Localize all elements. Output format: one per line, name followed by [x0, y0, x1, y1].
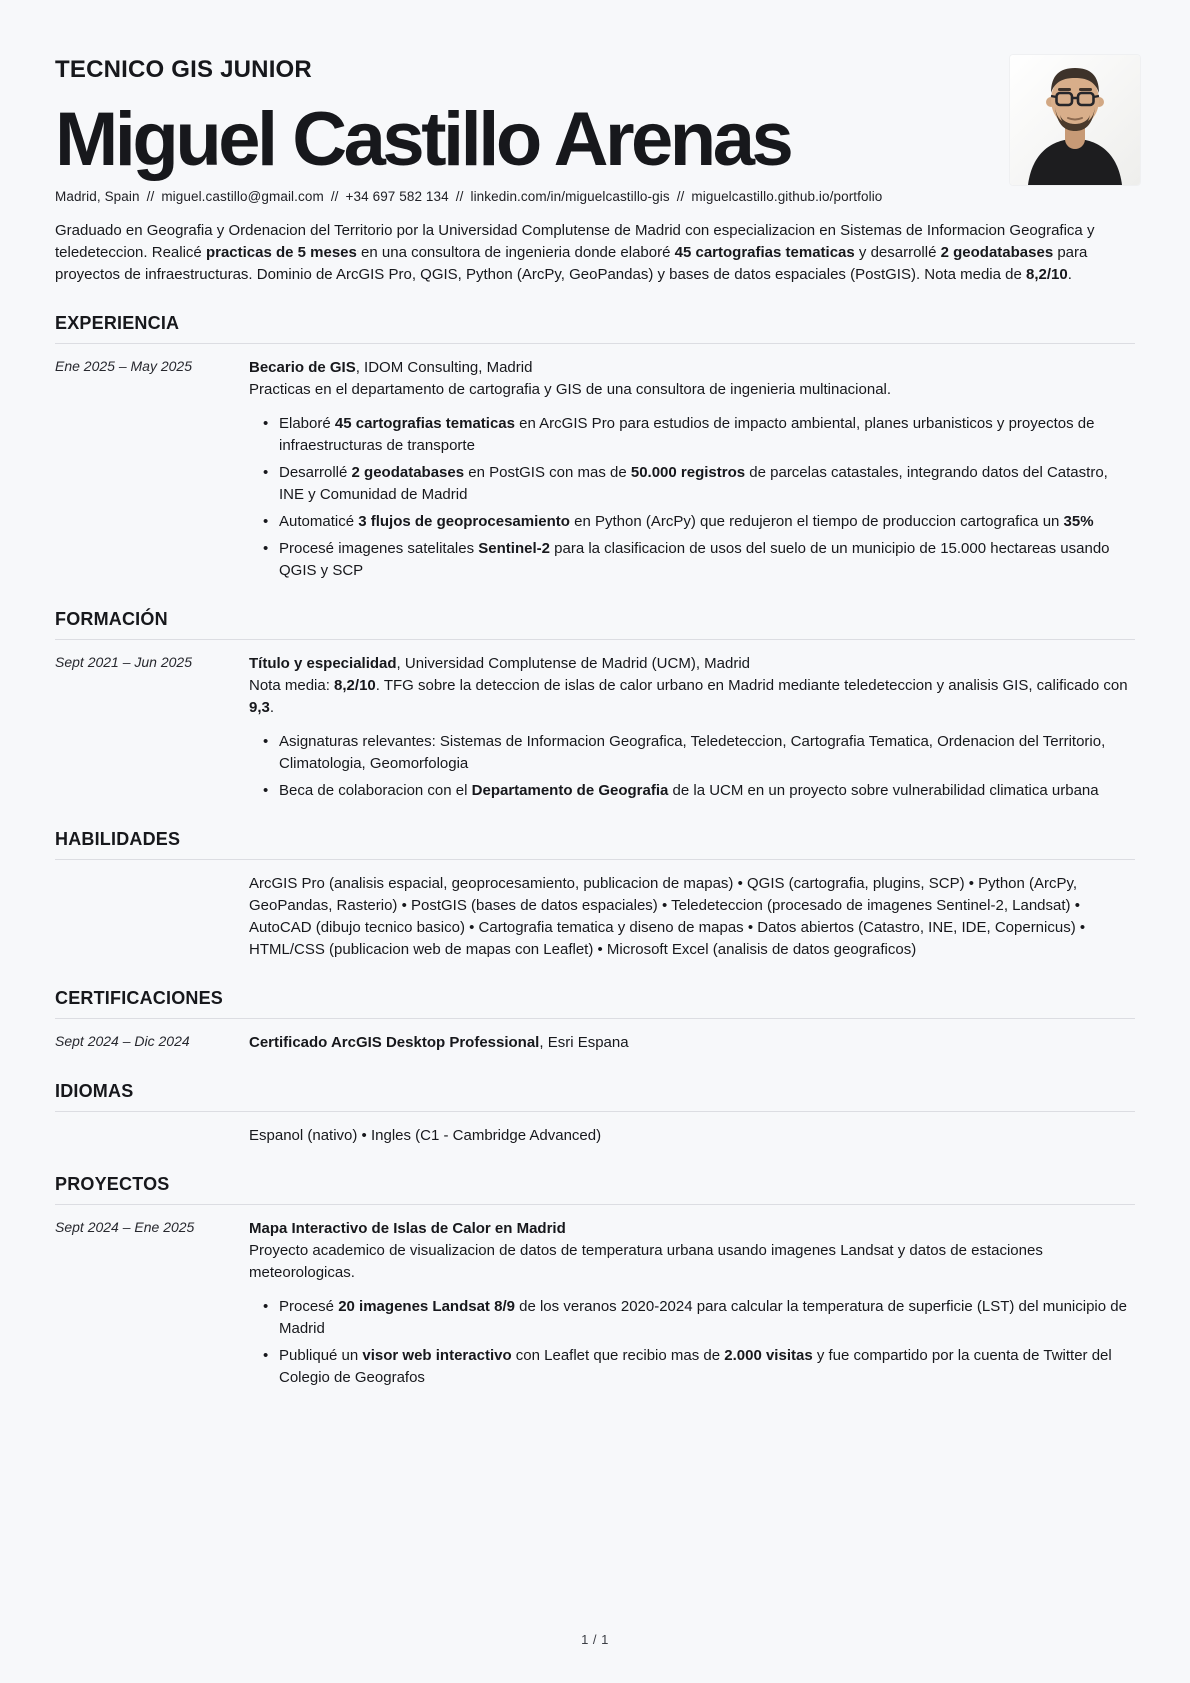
- section-divider: [55, 639, 1135, 640]
- page-indicator: 1 / 1: [581, 1632, 609, 1647]
- section-entry: [55, 357, 1135, 582]
- entry-date: [55, 1125, 249, 1147]
- entry-heading: Certificado ArcGIS Desktop Professional, Esri Espana: [249, 1034, 629, 1052]
- section-entry: [55, 653, 1135, 802]
- profile-photo: [1010, 55, 1140, 185]
- resume-section: [55, 829, 1135, 961]
- bullet-item: • Asignaturas relevantes: Sistemas de Informacion Geografica, Teledeteccion, Cartografia Tematica, Ordenacion del Territorio, Climatologia, Geomorfologia: [279, 731, 1135, 775]
- section-entry: [55, 873, 1135, 961]
- profile-photo-illustration: [1010, 55, 1140, 185]
- bullet-item: • Elaboré 45 cartografias tematicas en ArcGIS Pro para estudios de impacto ambiental, planes urbanisticos y proyectos de infraestructuras de transporte: [279, 413, 1135, 457]
- entry-content: [249, 873, 1135, 961]
- section-title: EXPERIENCIA: [55, 313, 180, 334]
- bullet-list: [249, 731, 1135, 802]
- section-title: HABILIDADES: [55, 829, 181, 850]
- bullet-item: • Desarrollé 2 geodatabases en PostGIS con mas de 50.000 registros de parcelas catastales, integrando datos del Catastro, INE y Comunidad de Madrid: [279, 462, 1135, 506]
- contact-item: miguel.castillo@gmail.com: [161, 189, 324, 205]
- entry-date: Sept 2024 – Ene 2025: [55, 1219, 195, 1236]
- contact-item: Madrid, Spain: [55, 189, 140, 205]
- bullet-list: [249, 1296, 1135, 1389]
- bullet-item: • Beca de colaboracion con el Departamento de Geografia de la UCM en un proyecto sobre vulnerabilidad climatica urbana: [279, 780, 1135, 802]
- entry-content: [249, 1125, 1135, 1147]
- contact-separator: //: [455, 189, 464, 205]
- entry-text: Nota media: 8,2/10. TFG sobre la deteccion de islas de calor urbano en Madrid mediante teledeteccion y analisis GIS, calificado con 9,3.: [249, 677, 1128, 717]
- entry-date: Sept 2021 – Jun 2025: [55, 654, 193, 671]
- resume-section: [55, 609, 1135, 802]
- section-entry: [55, 1125, 1135, 1147]
- job-title: TECNICO GIS JUNIOR: [55, 56, 312, 83]
- contact-line: [55, 189, 1135, 204]
- entry-content: [249, 1032, 1135, 1054]
- bullet-list: [249, 413, 1135, 582]
- section-divider: [55, 1018, 1135, 1019]
- entry-content: [249, 653, 1135, 802]
- entry-date: [55, 873, 249, 961]
- section-entry: [55, 1032, 1135, 1054]
- section-title: PROYECTOS: [55, 1174, 170, 1195]
- resume-section: [55, 313, 1135, 582]
- summary-paragraph: Graduado en Geografia y Ordenacion del Territorio por la Universidad Complutense de Madrid con especializacion en Sistemas de Informacion Geografica y teledeteccion. Realicé practicas de 5 meses en una consultora de ingenieria donde elaboré 45 cartografias tematicas y desarrollé 2 geodatabases para proyectos de infraestructuras. Dominio de ArcGIS Pro, QGIS, Python (ArcPy, GeoPandas) y bases de datos espaciales (PostGIS). Nota media de 8,2/10.: [55, 222, 1095, 284]
- entry-text: Espanol (nativo) • Ingles (C1 - Cambridge Advanced): [249, 1127, 602, 1145]
- contact-separator: //: [146, 189, 155, 205]
- section-divider: [55, 1204, 1135, 1205]
- entry-heading: Becario de GIS, IDOM Consulting, Madrid: [249, 359, 533, 377]
- contact-item: miguelcastillo.github.io/portfolio: [691, 189, 883, 205]
- entry-content: [249, 1218, 1135, 1389]
- section-entry: [55, 1218, 1135, 1389]
- entry-text: Proyecto academico de visualizacion de datos de temperatura urbana usando imagenes Landsat y datos de estaciones meteorologicas.: [249, 1242, 1043, 1282]
- contact-separator: //: [676, 189, 685, 205]
- entry-date: Sept 2024 – Dic 2024: [55, 1033, 190, 1050]
- section-title: CERTIFICACIONES: [55, 988, 224, 1009]
- bullet-item: • Publiqué un visor web interactivo con Leaflet que recibio mas de 2.000 visitas y fue compartido por la cuenta de Twitter del Colegio de Geografos: [279, 1345, 1135, 1389]
- bullet-item: • Procesé imagenes satelitales Sentinel-2 para la clasificacion de usos del suelo de un municipio de 15.000 hectareas usando QGIS y SCP: [279, 538, 1135, 582]
- section-title: FORMACIÓN: [55, 609, 168, 630]
- bullet-item: • Automaticé 3 flujos de geoprocesamiento en Python (ArcPy) que redujeron el tiempo de produccion cartografica un 35%: [279, 511, 1135, 533]
- section-divider: [55, 1111, 1135, 1112]
- sections: [55, 313, 1135, 1389]
- resume-header: [55, 56, 1135, 204]
- person-name: Miguel Castillo Arenas: [55, 97, 791, 182]
- entry-date: Ene 2025 – May 2025: [55, 358, 192, 375]
- entry-heading: Título y especialidad, Universidad Complutense de Madrid (UCM), Madrid: [249, 655, 751, 673]
- section-title: IDIOMAS: [55, 1081, 134, 1102]
- resume-section: [55, 1174, 1135, 1389]
- section-divider: [55, 343, 1135, 344]
- entry-content: [249, 357, 1135, 582]
- resume-section: [55, 988, 1135, 1054]
- contact-item: linkedin.com/in/miguelcastillo-gis: [470, 189, 670, 205]
- entry-heading: Mapa Interactivo de Islas de Calor en Madrid: [249, 1220, 566, 1238]
- bullet-item: • Procesé 20 imagenes Landsat 8/9 de los veranos 2020-2024 para calcular la temperatura de superficie (LST) del municipio de Madrid: [279, 1296, 1135, 1340]
- page-footer: [0, 1632, 1190, 1647]
- contact-item: +34 697 582 134: [345, 189, 449, 205]
- section-divider: [55, 859, 1135, 860]
- entry-text: Practicas en el departamento de cartografia y GIS de una consultora de ingenieria multinacional.: [249, 381, 892, 399]
- resume-section: [55, 1081, 1135, 1147]
- entry-text: ArcGIS Pro (analisis espacial, geoprocesamiento, publicacion de mapas) • QGIS (cartografia, plugins, SCP) • Python (ArcPy, GeoPandas, Rasterio) • PostGIS (bases de datos espaciales) • Teledeteccion (procesado de imagenes Sentinel-2, Landsat) • AutoCAD (dibujo tecnico basico) • Cartografia tematica y diseno de mapas • Datos abiertos (Catastro, INE, IDE, Copernicus) • HTML/CSS (publicacion web de mapas con Leaflet) • Microsoft Excel (analisis de datos geograficos): [249, 875, 1086, 959]
- contact-separator: //: [330, 189, 339, 205]
